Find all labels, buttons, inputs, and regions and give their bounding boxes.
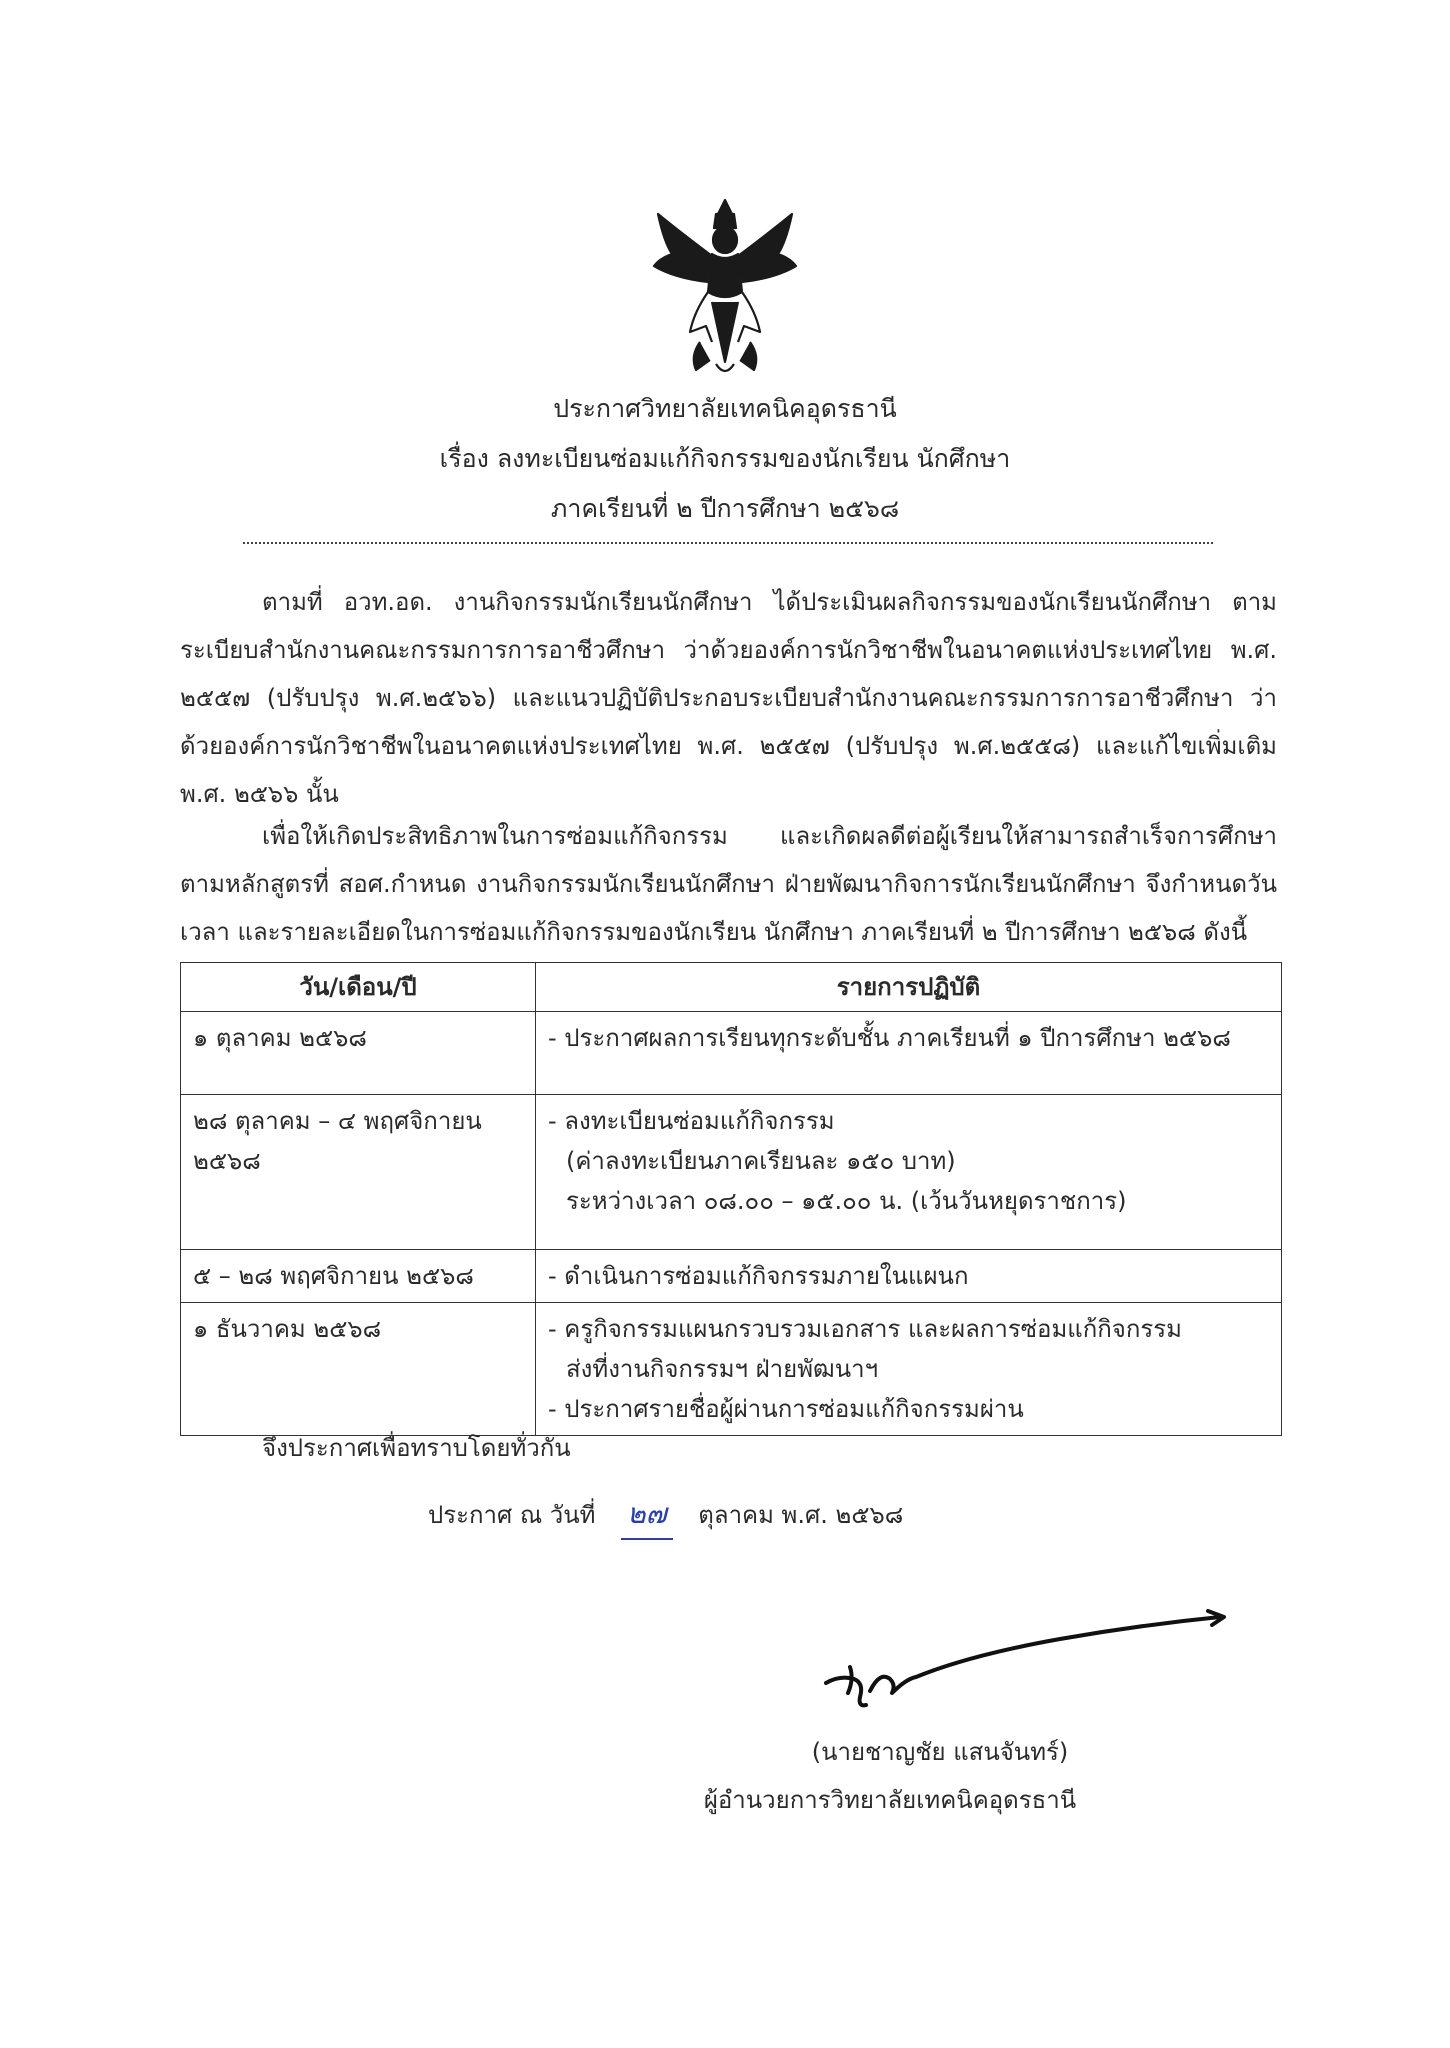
header-tasks: รายการปฏิบัติ — [536, 963, 1282, 1012]
garuda-emblem-icon — [650, 192, 800, 382]
task-text: - ประกาศผลการเรียนทุกระดับชั้น ภาคเรียนที่ ๑ ปีการศึกษา ๒๕๖๘ — [548, 1024, 1231, 1052]
date-cell — [181, 1012, 536, 1095]
paragraph-1: ตามที่ อวท.อด. งานกิจกรรมนักเรียนนักศึกษา ได้ประเมินผลกิจกรรมของนักเรียนนักศึกษา ตามระเบียบสำนักงานคณะกรรมการการอาชีวศึกษา ว่าด้วยองค์การนักวิชาชีพในอนาคตแห่งประเทศไทย พ.ศ. ๒๕๕๗ (ปรับปรุง พ.ศ.๒๕๖๖) และแนวปฏิบัติประกอบระเบียบสำนักงานคณะกรรมการการอาชีวศึกษา ว่าด้วยองค์การนักวิชาชีพในอนาคตแห่งประเทศไทย พ.ศ. ๒๕๕๗ (ปรับปรุง พ.ศ.๒๕๕๘) และแก้ไขเพิ่มเติม พ.ศ. ๒๕๖๖ นั้น — [180, 588, 1277, 808]
paragraph-2: เพื่อให้เกิดประสิทธิภาพในการซ่อมแก้กิจกรรม และเกิดผลดีต่อผู้เรียนให้สามารถสำเร็จการศึกษาตามหลักสูตรที่ สอศ.กำหนด งานกิจกรรมนักเรียนนักศึกษา ฝ่ายพัฒนากิจการนักเรียนนักศึกษา จึงกำหนดวัน เวลา และรายละเอียดในการซ่อมแก้กิจกรรมของนักเรียน นักศึกษา ภาคเรียนที่ ๒ ปีการศึกษา ๒๕๖๘ ดังนี้ — [180, 822, 1277, 946]
table-row — [181, 1095, 1282, 1250]
date-text: ๒๕๖๘ — [193, 1147, 261, 1175]
date-cell — [181, 1095, 536, 1250]
dotted-divider — [243, 542, 1213, 544]
task-text: - ประกาศรายชื่อผู้ผ่านการซ่อมแก้กิจกรรมผ่าน — [548, 1395, 1024, 1423]
tasks-cell — [536, 1303, 1282, 1436]
announcement-date — [428, 1490, 903, 1540]
date-prefix: ประกาศ ณ วันที่ — [428, 1501, 596, 1529]
task-text: - ครูกิจกรรมแผนกรวบรวมเอกสาร และผลการซ่อมแก้กิจกรรม — [548, 1315, 1182, 1343]
title-line-3: ภาคเรียนที่ ๒ ปีการศึกษา ๒๕๖๘ — [550, 494, 900, 523]
task-text: ระหว่างเวลา ๐๘.๐๐ – ๑๕.๐๐ น. (เว้นวันหยุดราชการ) — [566, 1187, 1127, 1215]
header-date: วัน/เดือน/ปี — [181, 963, 536, 1012]
date-cell — [181, 1303, 536, 1436]
tasks-cell — [536, 1012, 1282, 1095]
date-text: ๕ – ๒๘ พฤศจิกายน ๒๕๖๘ — [193, 1262, 474, 1290]
date-text: ๑ ตุลาคม ๒๕๖๘ — [193, 1024, 367, 1052]
tasks-cell — [536, 1250, 1282, 1303]
task-text: - ดำเนินการซ่อมแก้กิจกรรมภายในแผนก — [548, 1262, 969, 1290]
table-row — [181, 1012, 1282, 1095]
closing-statement: จึงประกาศเพื่อทราบโดยทั่วกัน — [262, 1434, 571, 1462]
date-text: ๑ ธันวาคม ๒๕๖๘ — [193, 1315, 382, 1343]
table-row — [181, 1303, 1282, 1436]
title-line-2: เรื่อง ลงทะเบียนซ่อมแก้กิจกรรมของนักเรียน นักศึกษา — [439, 444, 1011, 473]
title-line-1: ประกาศวิทยาลัยเทคนิคอุดรธานี — [553, 394, 897, 423]
signer-name: (นายชาญชัย แสนจันทร์) — [811, 1738, 1069, 1766]
task-text: - ลงทะเบียนซ่อมแก้กิจกรรม — [548, 1107, 835, 1135]
table-row — [181, 1250, 1282, 1303]
schedule-table — [180, 962, 1282, 1436]
date-text: ๒๘ ตุลาคม – ๔ พฤศจิกายน — [193, 1107, 482, 1135]
date-suffix: ตุลาคม พ.ศ. ๒๕๖๘ — [698, 1501, 904, 1529]
handwritten-signature — [820, 1605, 1240, 1735]
task-text: (ค่าลงทะเบียนภาคเรียนละ ๑๕๐ บาท) — [566, 1147, 956, 1175]
table-header-row — [181, 963, 1282, 1012]
handwritten-day: ๒๗ — [621, 1490, 673, 1540]
tasks-cell — [536, 1095, 1282, 1250]
date-cell — [181, 1250, 536, 1303]
task-text: ส่งที่งานกิจกรรมฯ ฝ่ายพัฒนาฯ — [566, 1355, 879, 1383]
signer-position: ผู้อำนวยการวิทยาลัยเทคนิคอุดรธานี — [703, 1786, 1077, 1814]
